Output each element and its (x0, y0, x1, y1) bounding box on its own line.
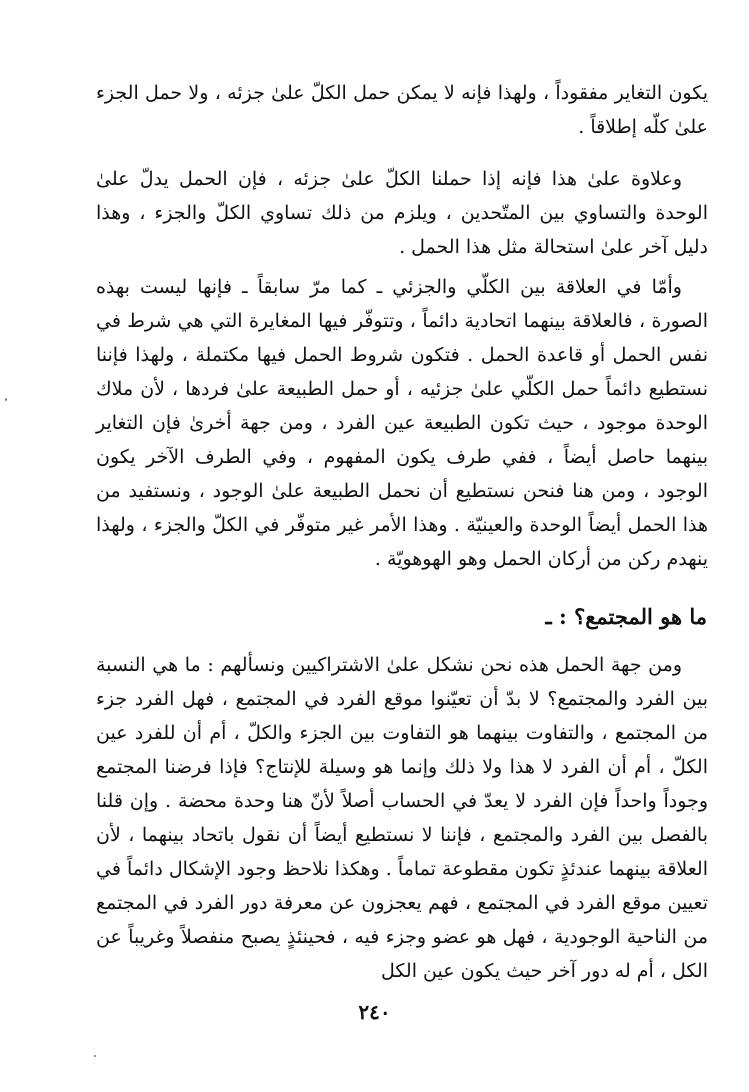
page-number: ٢٤٠ (358, 1000, 391, 1024)
scan-dot-mark (94, 1055, 96, 1057)
paragraph-2-text: وعلاوة علىٰ هذا فإنه إذا حملنا الكلّ علىٰ جزئه ، فإن الحمل يدلّ علىٰ الوحدة والتساوي بين المتّحدين ، ويلزم من ذلك تساوي الكلّ والجزء ، وهذا دليل آخر علىٰ استحالة مثل هذا الحمل . (96, 168, 708, 258)
scan-dot-mark (5, 398, 7, 401)
paragraph-3 (96, 270, 708, 576)
paragraph-4 (96, 648, 708, 988)
paragraph-4-text: ومن جهة الحمل هذه نحن نشكل علىٰ الاشتراكيين ونسألهم : ما هي النسبة بين الفرد والمجتمع؟ لا بدّ أن تعيّنوا موقع الفرد في المجتمع ، فهل الفرد جزء من المجتمع ، والتفاوت بينهما هو التفاوت بين الجزء والكلّ ، أم أن للفرد عين الكلّ ، أم أن الفرد لا هذا ولا ذلك وإنما هو وسيلة للإنتاج؟ فإذا فرضنا المجتمع وجوداً واحداً فإن الفرد لا يعدّ في الحساب أصلاً لأنّ هنا وحدة محضة . وإن قلنا بالفصل بين الفرد والمجتمع ، فإننا لا نستطيع أيضاً أن نقول باتحاد بينهما ، لأن العلاقة بينهما عندئذٍ تكون مقطوعة تماماً . وهكذا نلاحظ وجود الإشكال دائماً في تعيين موقع الفرد في المجتمع ، فهم يعجزون عن معرفة دور الفرد في المجتمع من الناحية الوجودية ، فهل هو عضو وجزء فيه ، فحينئذٍ يصبح منفصلاً وغريباً عن الكل ، أم له دور آخر حيث يكون عين الكل (96, 654, 708, 982)
paragraph-1-text: يكون التغاير مفقوداً ، ولهذا فإنه لا يمكن حمل الكلّ علىٰ جزئه ، ولا حمل الجزء علىٰ كلّه إطلاقاً . (96, 82, 708, 138)
section-heading: ما هو المجتمع؟ : ـ (545, 604, 707, 629)
paragraph-3-text: وأمّا في العلاقة بين الكلّي والجزئي ـ كما مرّ سابقاً ـ فإنها ليست بهذه الصورة ، فالعلاقة بينهما اتحادية دائماً ، وتتوفّر فيها المغايرة التي هي شرط في نفس الحمل أو قاعدة الحمل . فتكون شروط الحمل فيها مكتملة ، ولهذا فإننا نستطيع دائماً حمل الكلّي علىٰ جزئيه ، أو حمل الطبيعة علىٰ فردها ، لأن ملاك الوحدة موجود ، حيث تكون الطبيعة عين الفرد ، ومن جهة أخرىٰ فإن التغاير بينهما حاصل أيضاً ، ففي طرف يكون المفهوم ، وفي الطرف الآخر يكون الوجود ، ومن هنا فنحن نستطيع أن نحمل الطبيعة علىٰ الوجود ، ونستفيد من هذا الحمل أيضاً الوحدة والعينيّة . وهذا الأمر غير متوفّر في الكلّ والجزء ، ولهذا ينهدم ركن من أركان الحمل وهو الهوهويّة . (96, 276, 708, 570)
paragraph-1 (96, 76, 708, 144)
paragraph-2 (96, 162, 708, 264)
